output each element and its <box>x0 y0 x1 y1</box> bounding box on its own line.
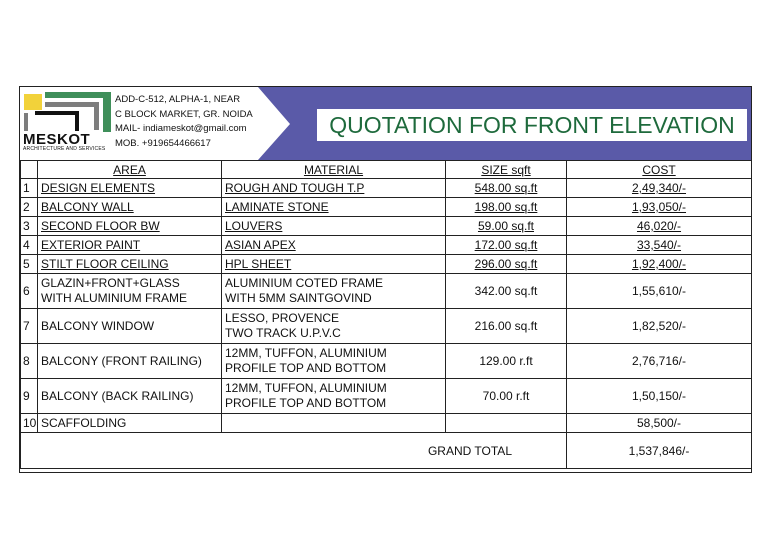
row-size: 129.00 r.ft <box>446 344 567 379</box>
logo-tagline: ARCHITECTURE AND SERVICES <box>23 146 106 152</box>
row-size: 172.00 sq.ft <box>446 236 567 255</box>
row-area-line: SECOND FLOOR BW <box>41 218 160 233</box>
row-material <box>222 217 446 236</box>
header-size: SIZE sqft <box>446 161 567 179</box>
quotation-header <box>20 87 751 161</box>
row-material-line: PROFILE TOP AND BOTTOM <box>225 396 387 410</box>
row-area <box>38 309 222 344</box>
email-line: MAIL- indiameskot@gmail.com <box>115 123 247 134</box>
row-material-line: 12MM, TUFFON, ALUMINIUM <box>225 381 387 395</box>
quotation-title: QUOTATION FOR FRONT ELEVATION <box>317 109 747 141</box>
row-cost: 2,49,340/- <box>567 179 752 198</box>
row-area <box>38 236 222 255</box>
row-number: 5 <box>21 255 38 274</box>
table-row <box>21 255 752 274</box>
row-area-line: BALCONY WALL <box>41 199 134 214</box>
company-address <box>115 93 253 151</box>
row-material <box>222 379 446 414</box>
row-number: 2 <box>21 198 38 217</box>
row-size: 296.00 sq.ft <box>446 255 567 274</box>
row-size: 70.00 r.ft <box>446 379 567 414</box>
row-material <box>222 274 446 309</box>
row-material <box>222 198 446 217</box>
row-area <box>38 217 222 236</box>
row-cost: 33,540/- <box>567 236 752 255</box>
row-area-line: DESIGN ELEMENTS <box>41 180 156 195</box>
quotation-table <box>20 160 752 469</box>
row-number: 6 <box>21 274 38 309</box>
row-area <box>38 379 222 414</box>
table-row <box>21 236 752 255</box>
table-row <box>21 344 752 379</box>
row-size: 216.00 sq.ft <box>446 309 567 344</box>
phone-line: MOB. +919654466617 <box>115 137 211 149</box>
row-area <box>38 274 222 309</box>
row-material <box>222 344 446 379</box>
table-row <box>21 379 752 414</box>
row-size: 198.00 sq.ft <box>446 198 567 217</box>
row-area-line: WITH ALUMINIUM FRAME <box>41 291 187 305</box>
row-area <box>38 179 222 198</box>
address-line: C BLOCK MARKET, GR. NOIDA <box>115 108 253 120</box>
row-number: 8 <box>21 344 38 379</box>
row-material <box>222 255 446 274</box>
row-number: 1 <box>21 179 38 198</box>
row-area <box>38 255 222 274</box>
header-number <box>21 161 38 179</box>
table-row <box>21 179 752 198</box>
row-material-line: HPL SHEET <box>225 256 292 271</box>
header-cost: COST <box>567 161 752 179</box>
grand-total-row <box>21 433 752 469</box>
row-cost: 2,76,716/- <box>567 344 752 379</box>
row-area <box>38 414 222 433</box>
row-material <box>222 414 446 433</box>
row-area-line: BALCONY (BACK RAILING) <box>41 388 194 403</box>
row-cost: 58,500/- <box>567 414 752 433</box>
row-material <box>222 236 446 255</box>
row-size: 59.00 sq.ft <box>446 217 567 236</box>
table-header-row <box>21 161 752 179</box>
row-cost: 1,50,150/- <box>567 379 752 414</box>
row-size <box>446 414 567 433</box>
header-material: MATERIAL <box>222 161 446 179</box>
row-cost: 1,93,050/- <box>567 198 752 217</box>
row-size: 342.00 sq.ft <box>446 274 567 309</box>
row-area <box>38 344 222 379</box>
table-row <box>21 414 752 433</box>
row-material-line: LOUVERS <box>225 218 283 233</box>
table-row <box>21 274 752 309</box>
row-area-line: STILT FLOOR CEILING <box>41 256 169 271</box>
row-material-line: ROUGH AND TOUGH T.P <box>225 180 365 195</box>
address-line: ADD-C-512, ALPHA-1, NEAR <box>115 94 241 105</box>
table-row <box>21 309 752 344</box>
grand-total-label: GRAND TOTAL <box>21 433 567 469</box>
row-material-line: LESSO, PROVENCE <box>225 311 340 325</box>
row-area-line: GLAZIN+FRONT+GLASS <box>41 276 180 290</box>
row-material-line: PROFILE TOP AND BOTTOM <box>225 361 387 375</box>
row-material <box>222 179 446 198</box>
row-material-line: LAMINATE STONE <box>225 199 329 214</box>
header-area: AREA <box>38 161 222 179</box>
row-number: 3 <box>21 217 38 236</box>
row-material-line: ALUMINIUM COTED FRAME <box>225 276 384 290</box>
row-cost: 46,020/- <box>567 217 752 236</box>
grand-total-value: 1,537,846/- <box>567 433 752 469</box>
row-number: 9 <box>21 379 38 414</box>
row-material-line: WITH 5MM SAINTGOVIND <box>225 291 372 305</box>
row-area-line: SCAFFOLDING <box>41 415 127 430</box>
row-area-line: EXTERIOR PAINT <box>41 237 141 252</box>
row-material-line: 12MM, TUFFON, ALUMINIUM <box>225 346 387 360</box>
row-area-line: BALCONY (FRONT RAILING) <box>41 353 202 368</box>
row-cost: 1,92,400/- <box>567 255 752 274</box>
table-row <box>21 198 752 217</box>
row-material-line: ASIAN APEX <box>225 237 296 252</box>
row-size: 548.00 sq.ft <box>446 179 567 198</box>
logo-name: MESKOT <box>23 131 91 148</box>
row-material-line: TWO TRACK U.P.V.C <box>225 326 341 340</box>
row-number: 4 <box>21 236 38 255</box>
row-area-line: BALCONY WINDOW <box>41 318 155 333</box>
quotation-sheet <box>19 86 752 473</box>
row-cost: 1,82,520/- <box>567 309 752 344</box>
row-cost: 1,55,610/- <box>567 274 752 309</box>
table-row <box>21 217 752 236</box>
row-number: 10 <box>21 414 38 433</box>
row-number: 7 <box>21 309 38 344</box>
row-material <box>222 309 446 344</box>
row-area <box>38 198 222 217</box>
